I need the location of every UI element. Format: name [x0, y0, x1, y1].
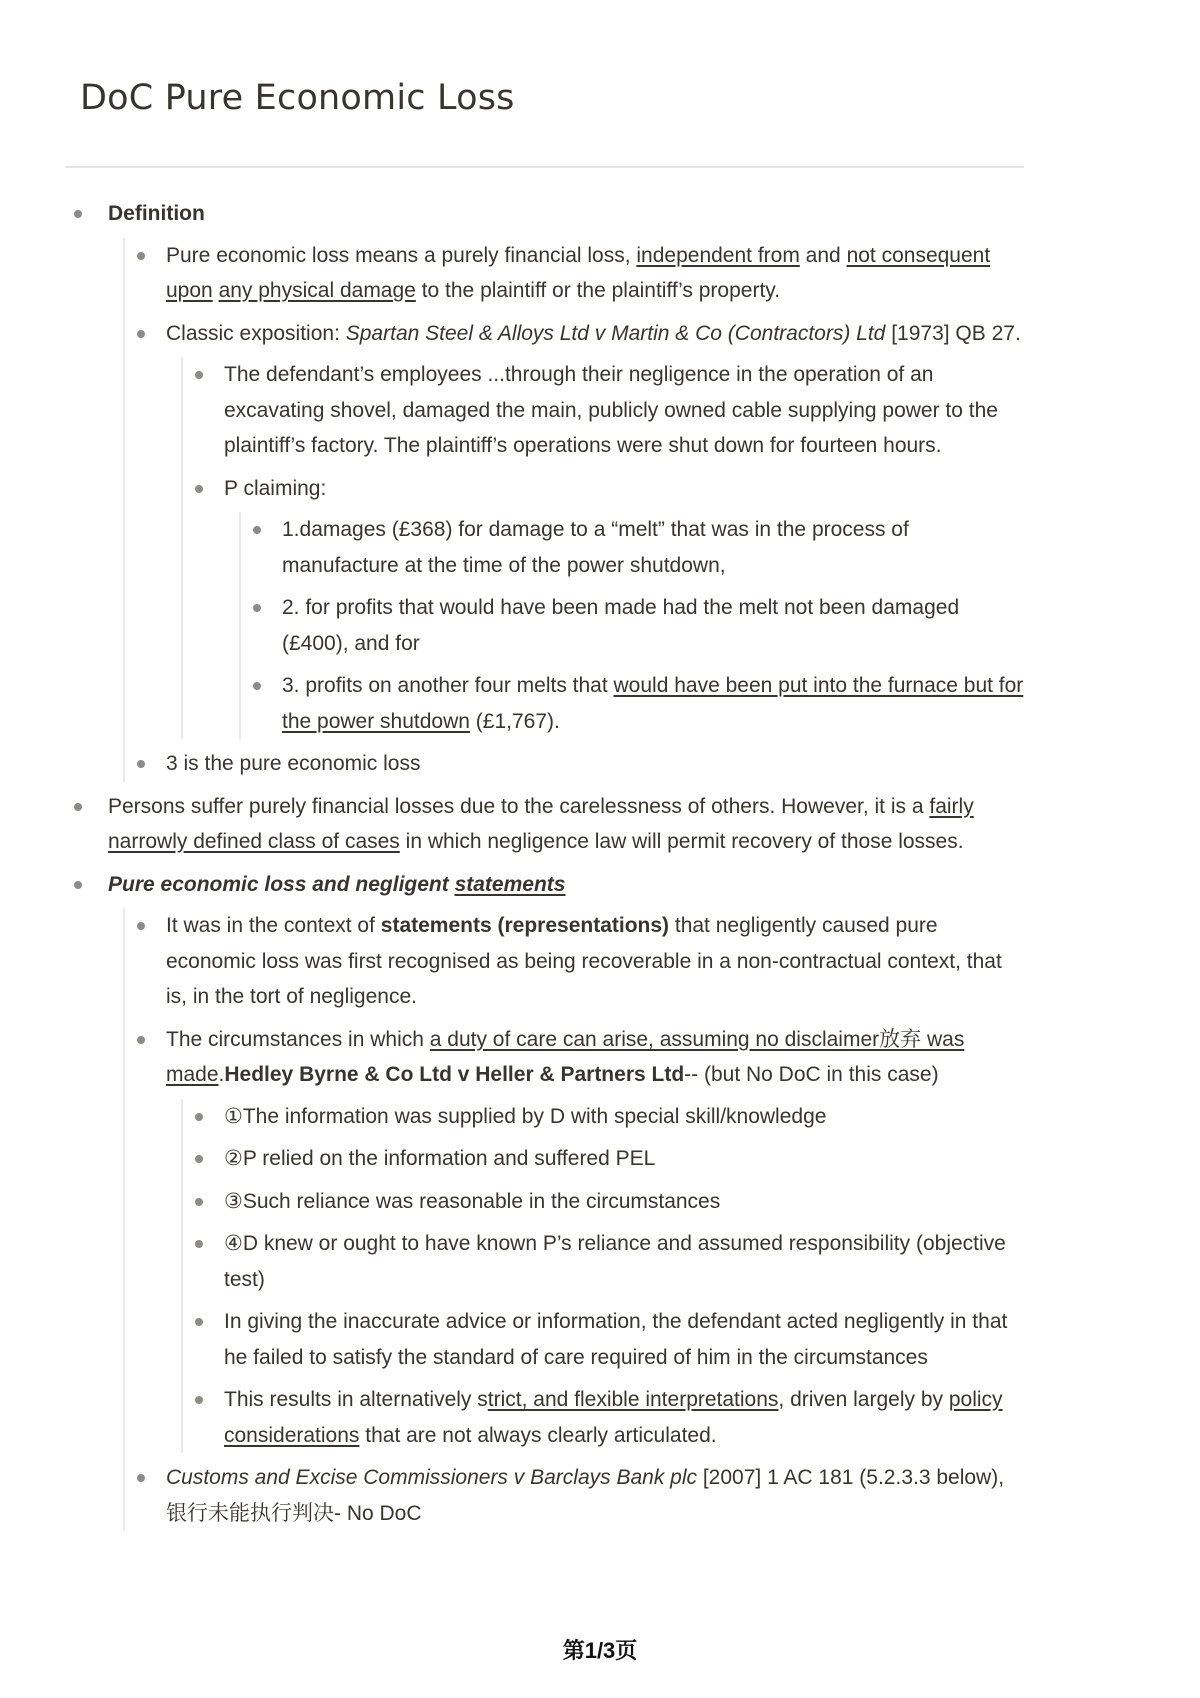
- definition-sublist: [123, 238, 1026, 782]
- persons-underline: fairly narrowly defined class of cases: [108, 794, 974, 853]
- results-text-2: , driven largely by: [778, 1388, 949, 1411]
- results-underline-2: policy considerations: [224, 1388, 1003, 1447]
- statements-heading: [108, 873, 565, 896]
- claiming-text: P claiming:: [224, 476, 327, 500]
- list-item-claim-2: [267, 590, 1026, 661]
- bullet-icon: [74, 210, 82, 218]
- requirement-text: ①The information was supplied by D with special skill/knowledge: [224, 1104, 827, 1128]
- pel-underline-3: any physical damage: [218, 279, 416, 302]
- pel-underline-1: independent from: [636, 243, 800, 267]
- persons-text-1: Persons suffer purely financial losses due to the carelessness of others. However, it is a: [108, 794, 930, 818]
- customs-case-name: Customs and Excise Commissioners v Barclays Bank plc: [166, 1466, 698, 1489]
- claim-1-text: 1.damages (£368) for damage to a “melt” that was in the process of manufacture at the time of the power shutdown,: [282, 518, 909, 577]
- list-item-claim-1: [267, 512, 1026, 583]
- list-item-context: [151, 908, 1026, 1015]
- requirement-text: ④D knew or ought to have known P’s reliance and assumed responsibility (objective test): [224, 1232, 1006, 1291]
- list-item-definition: [66, 196, 1026, 782]
- persons-text-2: in which negligence law will permit recovery of those losses.: [399, 830, 964, 853]
- list-item-classic-exposition: [151, 316, 1026, 740]
- list-item-pel-meaning: [151, 238, 1026, 309]
- results-text-3: that are not always clearly articulated.: [359, 1423, 717, 1447]
- bullet-icon: [137, 1036, 145, 1044]
- circ-text-3: -- (but No DoC in this case): [684, 1063, 939, 1086]
- bullet-icon: [137, 330, 145, 338]
- context-text-1: It was in the context of: [166, 914, 381, 937]
- requirement-text: ②P relied on the information and suffered PEL: [224, 1147, 656, 1170]
- list-item-customs: [151, 1460, 1026, 1531]
- requirements-sublist: [181, 1099, 1026, 1454]
- facts-text: The defendant’s employees ...through their negligence in the operation of an excavating shovel, damaged the main, publicly owned cable supplying power to the plaintiff’s factory. The plaintiff’s operations were shut down for fourteen hours.: [224, 363, 998, 457]
- results-text-1: This results in alternatively s: [224, 1388, 488, 1411]
- requirement-text: In giving the inaccurate advice or information, the defendant acted negligently in that he failed to satisfy the standard of care required of him in the circumstances: [224, 1310, 1008, 1369]
- pel-text-4: to the plaintiff or the plaintiff’s property.: [415, 279, 781, 302]
- bullet-icon: [137, 252, 145, 260]
- classic-sublist: [181, 357, 1026, 739]
- statements-heading-underline: statements: [454, 872, 566, 896]
- bullet-icon: [195, 371, 203, 379]
- circ-underline: a duty of care can arise, assuming no disclaimer放弃 was made: [166, 1027, 965, 1086]
- claim-3-tail: (£1,767).: [469, 709, 560, 733]
- bullet-icon: [137, 1474, 145, 1482]
- list-item-persons-suffer: [66, 789, 1026, 860]
- bullet-icon: [195, 1155, 203, 1163]
- bullet-icon: [195, 1240, 203, 1248]
- pel-text-1: Pure economic loss means a purely financial loss,: [166, 243, 637, 267]
- bullet-icon: [195, 1113, 203, 1121]
- list-item-requirement: [209, 1141, 1026, 1177]
- list-item-claim-3: [267, 668, 1026, 739]
- circ-text-2: .: [218, 1063, 225, 1086]
- list-item-requirement: [209, 1226, 1026, 1297]
- list-item-requirement: [209, 1304, 1026, 1375]
- list-item-requirement: [209, 1184, 1026, 1220]
- bullet-icon: [137, 760, 145, 768]
- claim-3-underline: would have been put into the furnace but for the power shutdown: [282, 674, 1024, 733]
- bullet-icon: [253, 682, 261, 690]
- bullet-icon: [195, 1198, 203, 1206]
- document-body: [66, 196, 1026, 1538]
- requirement-text: ③Such reliance was reasonable in the circumstances: [224, 1189, 721, 1213]
- pure-loss-text: 3 is the pure economic loss: [166, 752, 421, 775]
- bullet-icon: [253, 526, 261, 534]
- context-text-2: that negligently caused pure economic loss was first recognised as being recoverable in a non-contractual context, that is, in the tort of negligence.: [166, 914, 1002, 1008]
- classic-case-name: Spartan Steel & Alloys Ltd v Martin & Co (Contractors) Ltd: [345, 321, 886, 345]
- title-divider: [66, 166, 1024, 168]
- list-item-pure-loss: [151, 746, 1026, 782]
- bullet-icon: [74, 881, 82, 889]
- circ-case-name: Hedley Byrne & Co Ltd v Heller & Partners Ltd: [224, 1063, 685, 1086]
- definition-heading: Definition: [108, 202, 205, 225]
- statements-heading-text: Pure economic loss and negligent: [108, 872, 455, 896]
- bullet-icon: [195, 485, 203, 493]
- page-number: 第1/3页: [562, 1638, 638, 1663]
- list-item-negligent-statements: [66, 867, 1026, 1532]
- list-item-requirement: [209, 1099, 1026, 1135]
- claims-sublist: [239, 512, 1026, 739]
- list-item-circumstances: [151, 1022, 1026, 1454]
- page-title: DoC Pure Economic Loss: [80, 78, 515, 118]
- bullet-icon: [195, 1318, 203, 1326]
- circ-text-1: The circumstances in which: [166, 1027, 430, 1051]
- list-item-claiming: [209, 471, 1026, 740]
- list-item-facts: [209, 357, 1026, 464]
- statements-sublist: [123, 908, 1026, 1531]
- context-bold: statements (representations): [380, 914, 670, 937]
- results-underline-1: trict, and flexible interpretations: [487, 1388, 779, 1411]
- bullet-icon: [137, 922, 145, 930]
- customs-text: [2007] 1 AC 181 (5.2.3.3 below), 银行未能执行判决- No DoC: [166, 1466, 1005, 1525]
- bullet-icon: [195, 1396, 203, 1404]
- claim-2-text: 2. for profits that would have been made had the melt not been damaged (£400), and for: [282, 596, 960, 655]
- top-level-list: [66, 196, 1026, 1531]
- classic-citation: [1973] QB 27.: [885, 321, 1021, 345]
- bullet-icon: [253, 604, 261, 612]
- pel-text-2: and: [799, 243, 847, 267]
- bullet-icon: [74, 803, 82, 811]
- classic-prefix: Classic exposition:: [166, 321, 346, 345]
- list-item-results: [209, 1382, 1026, 1453]
- pel-underline-2: not consequent upon: [166, 243, 991, 302]
- claim-3-text: 3. profits on another four melts that: [282, 674, 614, 697]
